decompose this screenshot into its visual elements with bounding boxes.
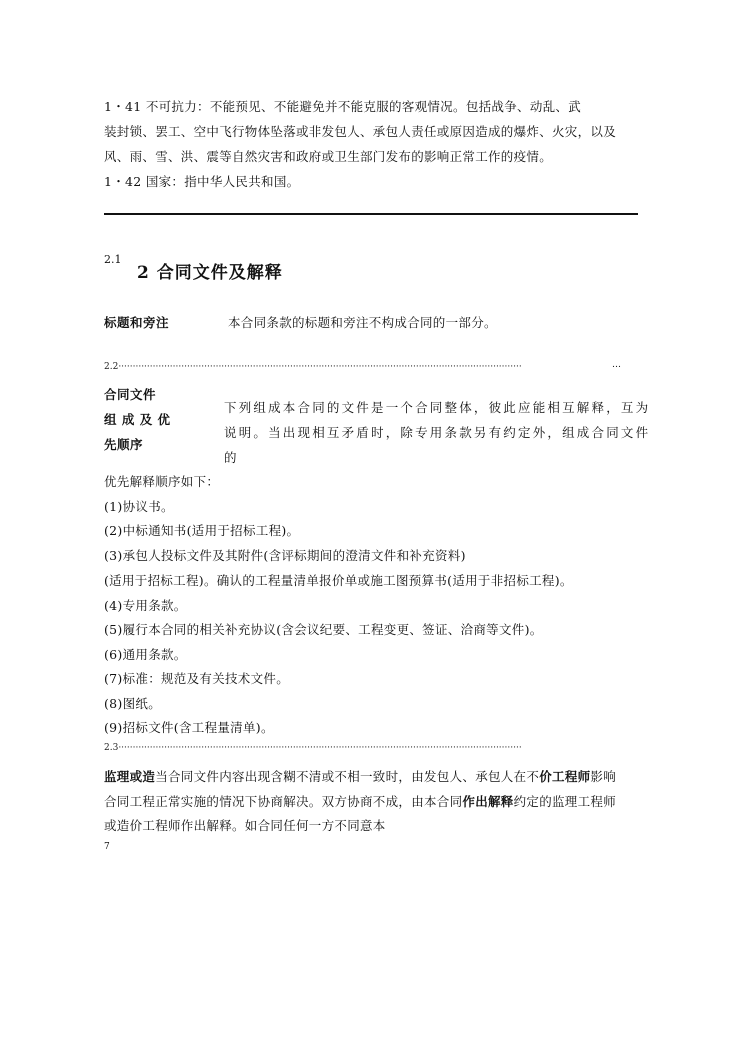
clause-2-2-text-line-3: 的	[224, 450, 237, 465]
clause-2-2-label-line-3: 先顺序	[104, 437, 144, 452]
clause-2-3-line-3: 或造价工程师作出解释。如合同任何一方不同意本	[104, 818, 386, 833]
clause-2-3-line-2	[104, 792, 616, 810]
definition-1-41-line-1: 1・41 不可抗力：不能预见、不能避免并不能克服的客观情况。包括战争、动乱、武	[104, 99, 582, 114]
list-item: (5)履行本合同的相关补充协议(含会议纪要、工程变更、签证、洽商等文件)。	[104, 622, 543, 637]
clause-2-1-label: 标题和旁注	[104, 315, 170, 330]
section-divider	[104, 213, 638, 215]
clause-2-2-label-line-2: 组 成 及 优	[104, 412, 171, 427]
definition-1-41-line-2: 装封锁、罢工、空中飞行物体坠落或非发包人、承包人责任或原因造成的爆炸、火灾，以及	[104, 124, 617, 139]
section-number: 2.1	[104, 253, 122, 266]
list-item: (2)中标通知书(适用于招标工程)。	[104, 523, 300, 538]
definition-1-42: 1・42 国家：指中华人民共和国。	[104, 174, 300, 189]
definition-1-41-line-3: 风、雨、雪、洪、震等自然灾害和政府或卫生部门发布的影响正常工作的疫情。	[104, 149, 553, 164]
clause-2-3-label-b: 价工程师	[539, 769, 591, 784]
clause-2-3-text-a: 当合同文件内容出现含糊不清或不相一致时，由发包人、承包人在不	[155, 769, 540, 784]
clause-2-3-line-1	[104, 767, 616, 785]
list-item: (6)通用条款。	[104, 647, 187, 662]
section-title: 2 合同文件及解释	[137, 263, 283, 283]
clause-2-2-leader: 2.2·············································································································································	[104, 362, 522, 372]
clause-2-3-label-a: 监理或造	[104, 769, 156, 784]
clause-2-3-text-d: 约定的监理工程师	[513, 794, 617, 809]
list-item: (1)协议书。	[104, 499, 174, 514]
clause-2-2-leader-end: …	[612, 360, 621, 370]
clause-2-2-label-line-1: 合同文件	[104, 387, 157, 402]
list-item: (3)承包人投标文件及其附件(含评标期间的澄清文件和补充资料)	[104, 548, 466, 563]
clause-2-3-label-c: 作出解释	[462, 794, 514, 809]
list-item: (4)专用条款。	[104, 598, 187, 613]
clause-2-2-intro: 优先解释顺序如下：	[104, 474, 220, 489]
clause-2-3-leader: 2.3·············································································································································	[104, 743, 522, 753]
list-item: (7)标准：规范及有关技术文件。	[104, 671, 290, 686]
clause-2-3-text-b: 影响	[590, 769, 617, 784]
clause-2-3-text-c: 合同工程正常实施的情况下协商解决。双方协商不成，由本合同	[104, 794, 463, 809]
clause-2-2-text-line-2: 说明。当出现相互矛盾时，除专用条款另有约定外，组成合同文件	[224, 425, 651, 440]
list-item: (9)招标文件(含工程量清单)。	[104, 720, 274, 735]
clause-2-1-text: 本合同条款的标题和旁注不构成合同的一部分。	[228, 315, 497, 330]
clause-2-2-text-line-1: 下列组成本合同的文件是一个合同整体，彼此应能相互解释，互为	[224, 400, 651, 415]
list-item: (适用于招标工程)。确认的工程量清单报价单或施工图预算书(适用于非招标工程)。	[104, 573, 573, 588]
page-number: 7	[104, 842, 110, 852]
list-item: (8)图纸。	[104, 696, 162, 711]
